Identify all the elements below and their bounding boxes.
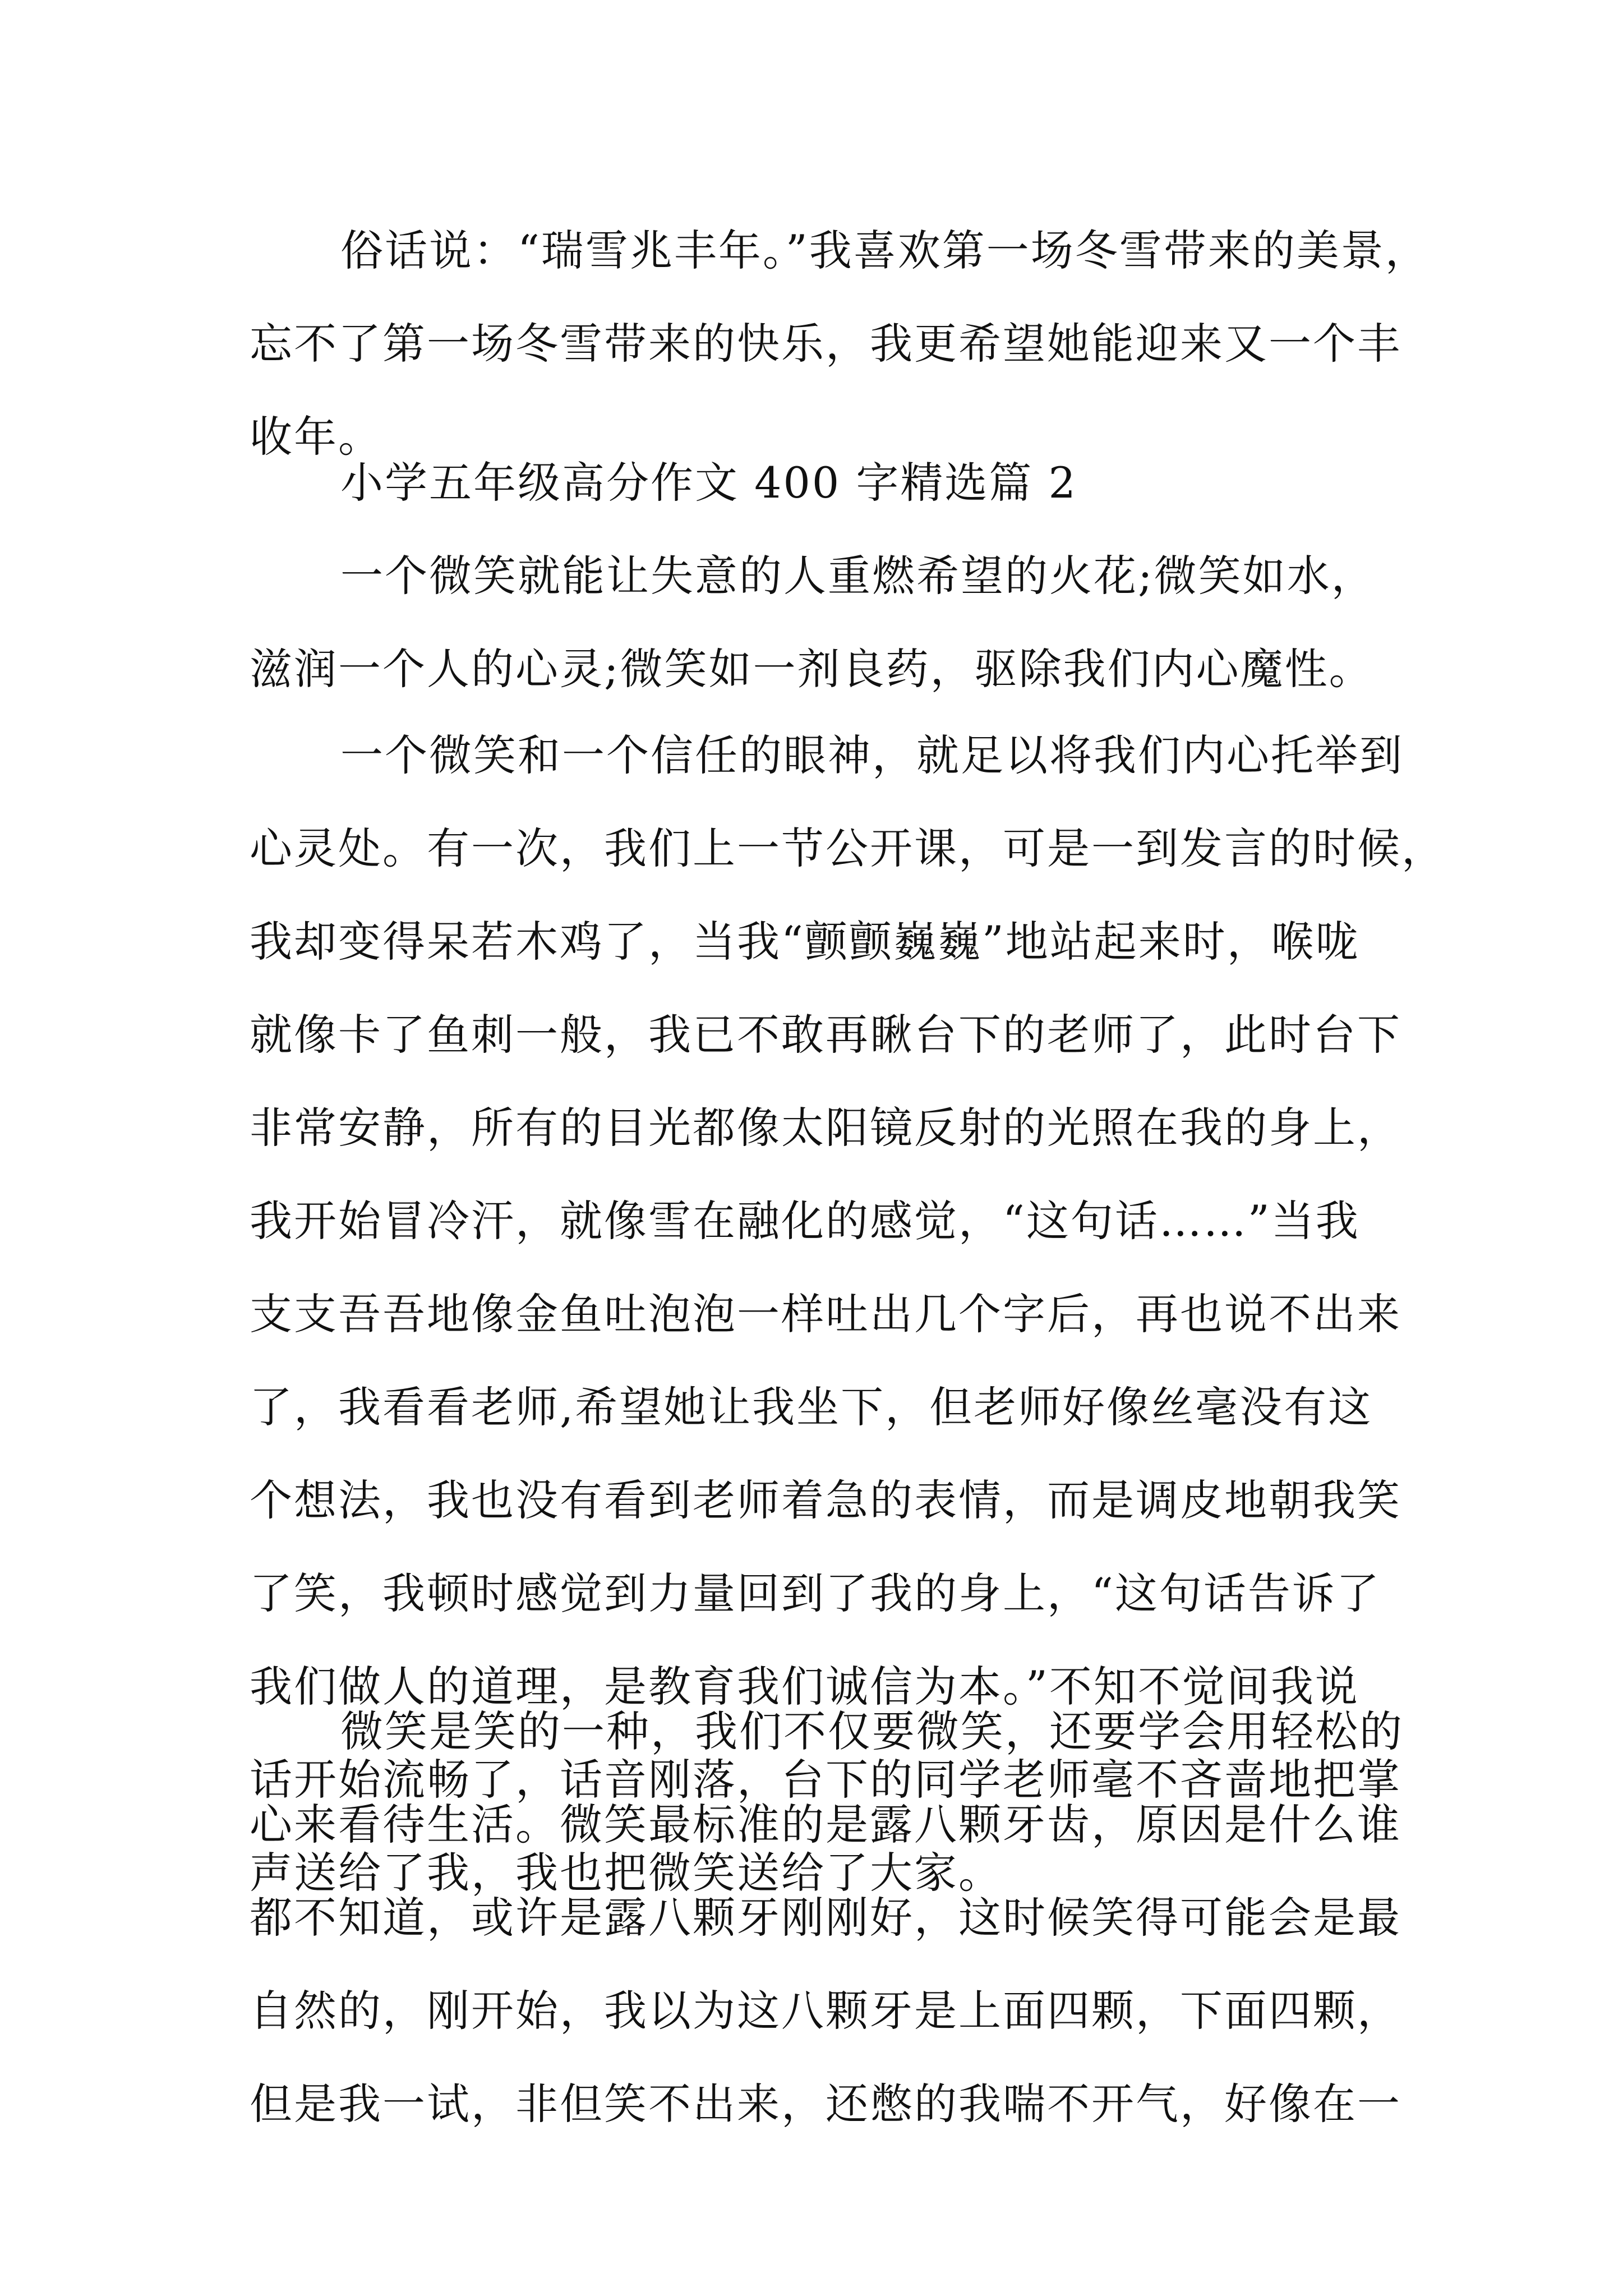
paragraph-line: 个想法，我也没有看到老师着急的表情，而是调皮地朝我笑 bbox=[250, 1475, 1401, 1525]
paragraph-line: 一个微笑和一个信任的眼神，就足以将我们内心托举到 bbox=[340, 730, 1404, 780]
paragraph-line: 收年。 bbox=[250, 412, 382, 462]
paragraph-line: 我开始冒冷汗，就像雪在融化的感觉，“这句话……”当我 bbox=[250, 1196, 1360, 1246]
paragraph-line: 一个微笑就能让失意的人重燃希望的火花;微笑如水， bbox=[340, 551, 1376, 601]
section-title: 小学五年级高分作文 400 字精选篇 2 bbox=[340, 458, 1077, 508]
paragraph-line: 自然的，刚开始，我以为这八颗牙是上面四颗，下面四颗， bbox=[250, 1986, 1401, 2036]
paragraph-line: 心来看待生活。微笑最标准的是露八颗牙齿，原因是什么谁 bbox=[250, 1800, 1401, 1849]
section-heading bbox=[250, 436, 1405, 530]
paragraph-line: 我却变得呆若木鸡了，当我“颤颤巍巍”地站起来时，喉咙 bbox=[250, 917, 1360, 967]
paragraph-line: 我们做人的道理，是教育我们诚信为本。”不知不觉间我说 bbox=[250, 1662, 1359, 1711]
paragraph-line: 心灵处。有一次，我们上一节公开课，可是一到发言的时候， bbox=[250, 823, 1446, 873]
paragraph-line: 了，我看看老师,希望她让我坐下，但老师好像丝毫没有这 bbox=[250, 1382, 1373, 1432]
paragraph-2 bbox=[250, 530, 1405, 716]
paragraph-line: 声送给了我，我也把微笑送给了大家。 bbox=[250, 1848, 1003, 1898]
paragraph-line: 非常安静，所有的目光都像太阳镜反射的光照在我的身上， bbox=[250, 1103, 1401, 1153]
paragraph-line: 忘不了第一场冬雪带来的快乐，我更希望她能迎来又一个丰 bbox=[250, 319, 1401, 369]
paragraph-line: 俗话说：“瑞雪兆丰年。”我喜欢第一场冬雪带来的美景， bbox=[340, 226, 1430, 275]
paragraph-line: 都不知道，或许是露八颗牙刚刚好，这时候笑得可能会是最 bbox=[250, 1893, 1401, 1943]
paragraph-line: 话开始流畅了，话音刚落，台下的同学老师毫不吝啬地把掌 bbox=[250, 1755, 1401, 1805]
paragraph-4 bbox=[250, 1685, 1405, 2151]
paragraph-line: 就像卡了鱼刺一般，我已不敢再瞅台下的老师了，此时台下 bbox=[250, 1010, 1401, 1060]
paragraph-line: 支支吾吾地像金鱼吐泡泡一样吐出几个字后，再也说不出来 bbox=[250, 1289, 1401, 1339]
paragraph-line: 滋润一个人的心灵;微笑如一剂良药，驱除我们内心魔性。 bbox=[250, 644, 1373, 694]
paragraph-line: 微笑是笑的一种，我们不仅要微笑，还要学会用轻松的 bbox=[340, 1706, 1404, 1756]
paragraph-line: 了笑，我顿时感觉到力量回到了我的身上，“这句话告诉了 bbox=[250, 1568, 1381, 1618]
paragraph-line: 但是我一试，非但笑不出来，还憋的我喘不开气，好像在一 bbox=[250, 2079, 1401, 2129]
